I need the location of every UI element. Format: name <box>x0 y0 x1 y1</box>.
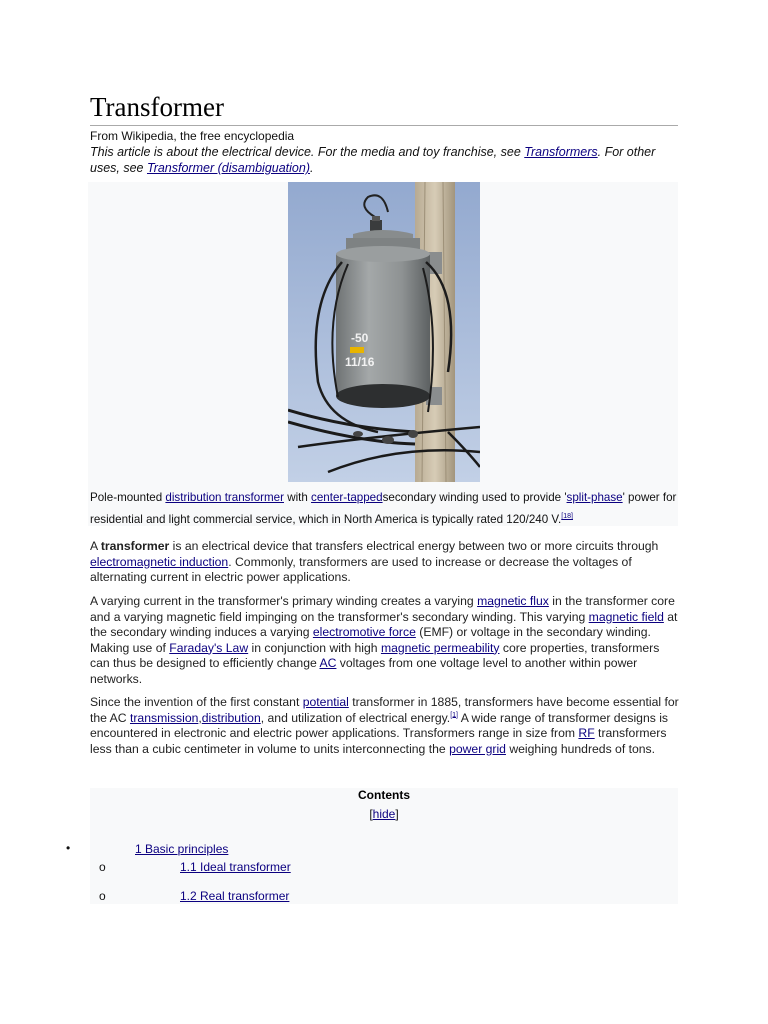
link-distribution-transformer[interactable]: distribution transformer <box>165 491 284 504</box>
hatnote-text: . For other uses, see <box>90 145 656 175</box>
caption-text: with <box>283 491 312 504</box>
toc-hide-toggle <box>90 807 678 821</box>
link-potential[interactable]: potential <box>302 695 349 709</box>
link-electromagnetic-induction[interactable]: electromagnetic induction <box>90 554 229 569</box>
link-transformer-disambiguation[interactable]: Transformer (disambiguation) <box>146 161 311 175</box>
toc-item-real-transformer[interactable] <box>180 889 289 903</box>
link-faradays-law[interactable]: Faraday's Law <box>169 640 249 655</box>
article-paragraph-1 <box>90 539 682 586</box>
toc-item-ideal-transformer[interactable] <box>180 860 291 874</box>
hatnote-text: This article is about the electrical device. For the media and toy franchise, see <box>90 145 525 159</box>
paragraph-text: A <box>90 539 101 553</box>
paragraph-text: A varying current in the transformer's primary winding creates a varying <box>90 594 478 608</box>
transformer-photo[interactable] <box>288 182 480 482</box>
toc-item-label[interactable]: 1.1 Ideal transformer <box>180 860 291 874</box>
bullet-circle-icon: o <box>99 860 106 874</box>
article-paragraph-3 <box>90 695 682 757</box>
hatnote-text: . <box>310 161 314 175</box>
link-transformers[interactable]: Transformers <box>524 145 598 159</box>
bullet-circle-icon: o <box>99 889 106 903</box>
link-transmission[interactable]: transmission <box>129 710 199 725</box>
site-tagline: From Wikipedia, the free encyclopedia <box>90 129 295 143</box>
article-paragraph-2 <box>90 594 682 687</box>
paragraph-text: . Commonly, transformers are used to increase or decrease the voltages of alternating current in electric power applications. <box>90 554 632 584</box>
hatnote <box>90 144 670 176</box>
toc-item-label[interactable]: 1 Basic principles <box>135 842 229 856</box>
toc-title: Contents <box>358 788 410 802</box>
link-magnetic-flux[interactable]: magnetic flux <box>477 594 549 608</box>
link-center-tapped[interactable]: center-tapped <box>311 491 383 504</box>
caption-text: ' power for residential and light commercial service, which in North America is typically rated 120/240 V. <box>90 491 677 526</box>
page-title: Transformer <box>90 92 224 122</box>
caption-text: secondary winding used to provide ' <box>382 491 567 504</box>
bracket-open: [ <box>369 807 373 821</box>
paragraph-text: , <box>198 710 202 725</box>
toc-item-basic-principles[interactable] <box>135 842 228 856</box>
link-distribution[interactable]: distribution <box>201 710 261 725</box>
bullet-disc-icon: • <box>66 841 71 855</box>
toc-hide-link[interactable]: hide <box>372 807 396 821</box>
reference-link[interactable]: [1] <box>450 711 458 719</box>
link-magnetic-field[interactable]: magnetic field <box>588 609 664 624</box>
link-rf[interactable]: RF <box>578 726 595 740</box>
link-magnetic-permeability[interactable]: magnetic permeability <box>380 640 500 655</box>
paragraph-text: weighing hundreds of tons. <box>505 741 656 756</box>
figure-caption <box>90 487 682 531</box>
link-electromotive-force[interactable]: electromotive force <box>312 625 416 639</box>
photo-label-top: -50 <box>351 331 369 345</box>
link-split-phase[interactable]: split-phase <box>566 491 623 504</box>
paragraph-text: A wide range of transformer designs is encountered in electronic and electric power applications. Transformers range in size from <box>90 710 669 740</box>
caption-text: Pole-mounted <box>90 491 166 504</box>
paragraph-text: in the transformer core and a varying magnetic field impinging on the transformer's secondary winding. This varying <box>90 594 675 624</box>
paragraph-text: transformer in 1885, transformers have become essential for the AC <box>90 695 679 725</box>
toc-item-label[interactable]: 1.2 Real transformer <box>180 889 290 903</box>
photo-label-bottom: 11/16 <box>345 355 375 369</box>
paragraph-text: voltages from one voltage level to another within power networks. <box>90 656 638 686</box>
paragraph-text: at the secondary winding induces a varying <box>90 609 678 639</box>
paragraph-text: core properties, transformers can thus be designed to efficiently change <box>90 640 660 670</box>
paragraph-text: is an electrical device that transfers electrical energy between two or more circuits through <box>169 539 659 553</box>
link-power-grid[interactable]: power grid <box>449 741 506 756</box>
paragraph-text: Since the invention of the first constant <box>90 695 303 709</box>
paragraph-text: transformers less than a cubic centimeter in volume to units interconnecting the <box>90 726 667 756</box>
title-divider <box>90 125 678 126</box>
paragraph-text: (EMF) or voltage in the secondary winding. Making use of <box>90 625 651 655</box>
link-ac[interactable]: AC <box>319 656 337 670</box>
bracket-close: ] <box>395 807 399 821</box>
reference-link[interactable]: [18] <box>561 513 573 521</box>
paragraph-text: , and utilization of electrical energy. <box>260 710 451 725</box>
bold-term: transformer <box>100 539 170 553</box>
paragraph-text: in conjunction with high <box>248 640 381 655</box>
